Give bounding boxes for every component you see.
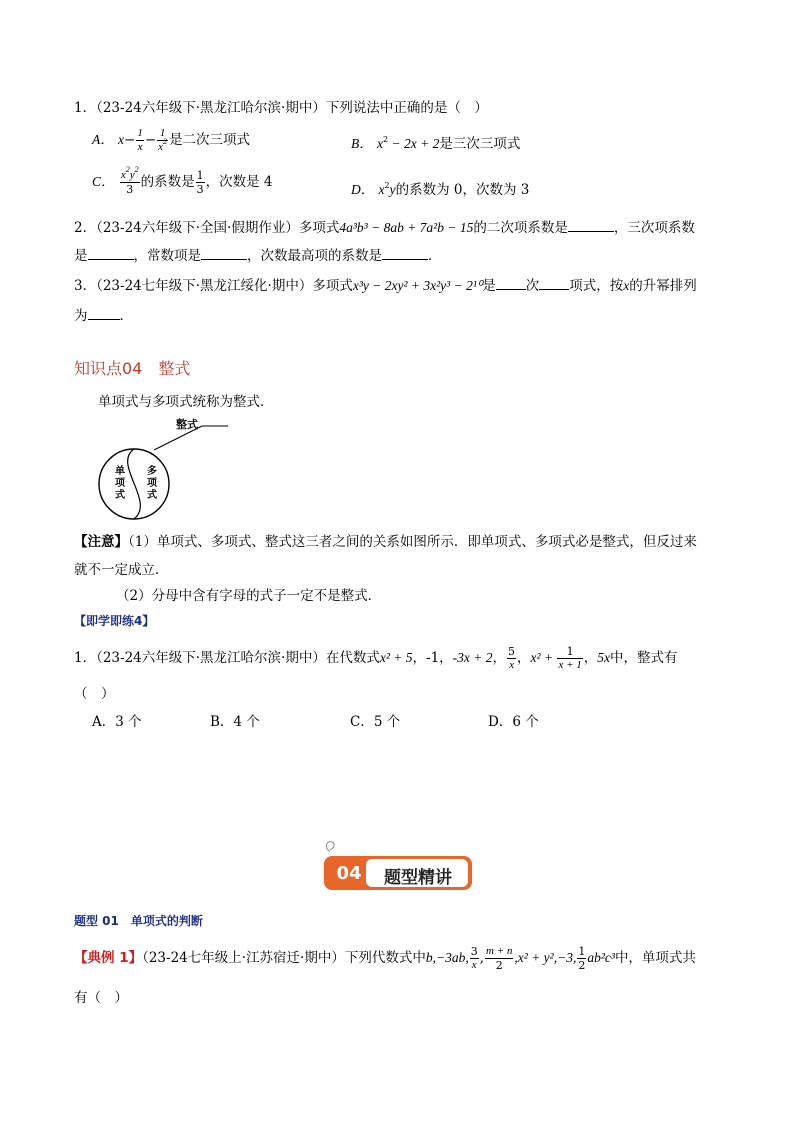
note-line3: （2）分母中含有字母的式子一定不是整式． [116,588,382,604]
answer-blank[interactable] [201,247,247,260]
answer-blank[interactable] [382,247,428,260]
p1-option-b[interactable]: B．4 个 [210,714,260,730]
q2-line1: 2．（23-24六年级下·全国·假期作业）多项式4a³b³ − 8ab + 7a²b − 15的二次项系数是 ，三次项系数 [74,220,695,236]
p1-option-d[interactable]: D．6 个 [488,714,539,730]
p1-paren: （ ） [74,686,115,702]
polynomial: 4a³b³ − 8ab + 7a²b − 15 [339,220,474,235]
q1-stem-line [74,96,488,116]
note-line2: 就不一定成立． [74,562,169,578]
q2-line2: 是 ，常数项是 ，次数最高项的系数是 ． [74,248,442,264]
q1-option-b: B． $x^2 - 2x + 2$是三次三项式 [351,135,521,152]
q1-option-d: D． $x^2y$的系数为 0，次数为 3 [351,181,530,198]
answer-blank[interactable] [568,219,614,232]
answer-blank[interactable] [88,247,134,260]
section-heading: 知识点04 整式 [74,359,191,378]
question-number: 1． [74,100,97,116]
practice-heading: 【即学即练4】 [74,614,155,628]
question-source: （23-24六年级下·黑龙江哈尔滨·期中） [96,100,326,116]
intro-text: 单项式与多项式统称为整式． [98,394,274,410]
p1-line1: 1．（23-24六年级下·黑龙江哈尔滨·期中）在代数式x² + 5，-1，-3x + 2， $\frac{5}{x}$ ，x² + $\frac{1}{x + 1}$ ，5x中，整式有 [74,645,678,671]
banner-title: 题型精讲 [384,868,452,888]
type-heading: 题型 01 单项式的判断 [74,914,203,928]
example-tag: 【典例 1】 [74,950,143,966]
integral-expression-diagram [92,412,232,522]
diagram-label-top: 整式 [176,418,198,431]
polynomial: x³y − 2xy² + 3x²y³ − 2¹⁰ [352,278,483,293]
question-stem: 下列说法中正确的是（ ） [325,100,488,116]
note-label: 【注意】 [74,534,128,550]
answer-blank[interactable] [88,307,120,320]
note-line1: 【注意】（1）单项式、多项式、整式这三者之间的关系如图所示．即单项式、多项式必是整式，但反过来 [74,534,697,550]
q1-option-c: C． $\frac{x^2y^2}{3}$ 的系数是 $\frac{1}{3}$ ，次数是 4 [92,165,273,196]
ex1-line2: 有（ ） [74,990,128,1006]
p1-option-c[interactable]: C．5 个 [350,714,401,730]
q3-line2: 为 ． [74,308,133,324]
answer-blank[interactable] [539,277,569,290]
ex1-line1: 【典例 1】（23-24七年级上·江苏宿迁·期中）下列代数式中b,−3ab, $\frac{3}{x}$ , $\frac{m + n}{2}$ ,x² + y²,−3, $\frac{1}{2}$ ab²c³中，单项式共 [74,945,696,972]
q3-line1: 3．（23-24七年级下·黑龙江绥化·期中）多项式x³y − 2xy² + 3x²y³ − 2¹⁰是 次 项式，按x的升幂排列 [74,278,697,294]
diagram-label-right: 多 项 式 [147,466,157,501]
p1-option-a[interactable]: A．3 个 [92,714,142,730]
section-banner [320,838,476,896]
q1-option-a: A． x− $\frac{1}{x}$ − $\frac{1}{x^2}$ 是二次三项式 [92,127,251,153]
banner-number: 04 [336,863,362,884]
answer-blank[interactable] [496,277,526,290]
diagram-label-left: 单 项 式 [115,466,125,501]
divider-curve [128,449,141,519]
